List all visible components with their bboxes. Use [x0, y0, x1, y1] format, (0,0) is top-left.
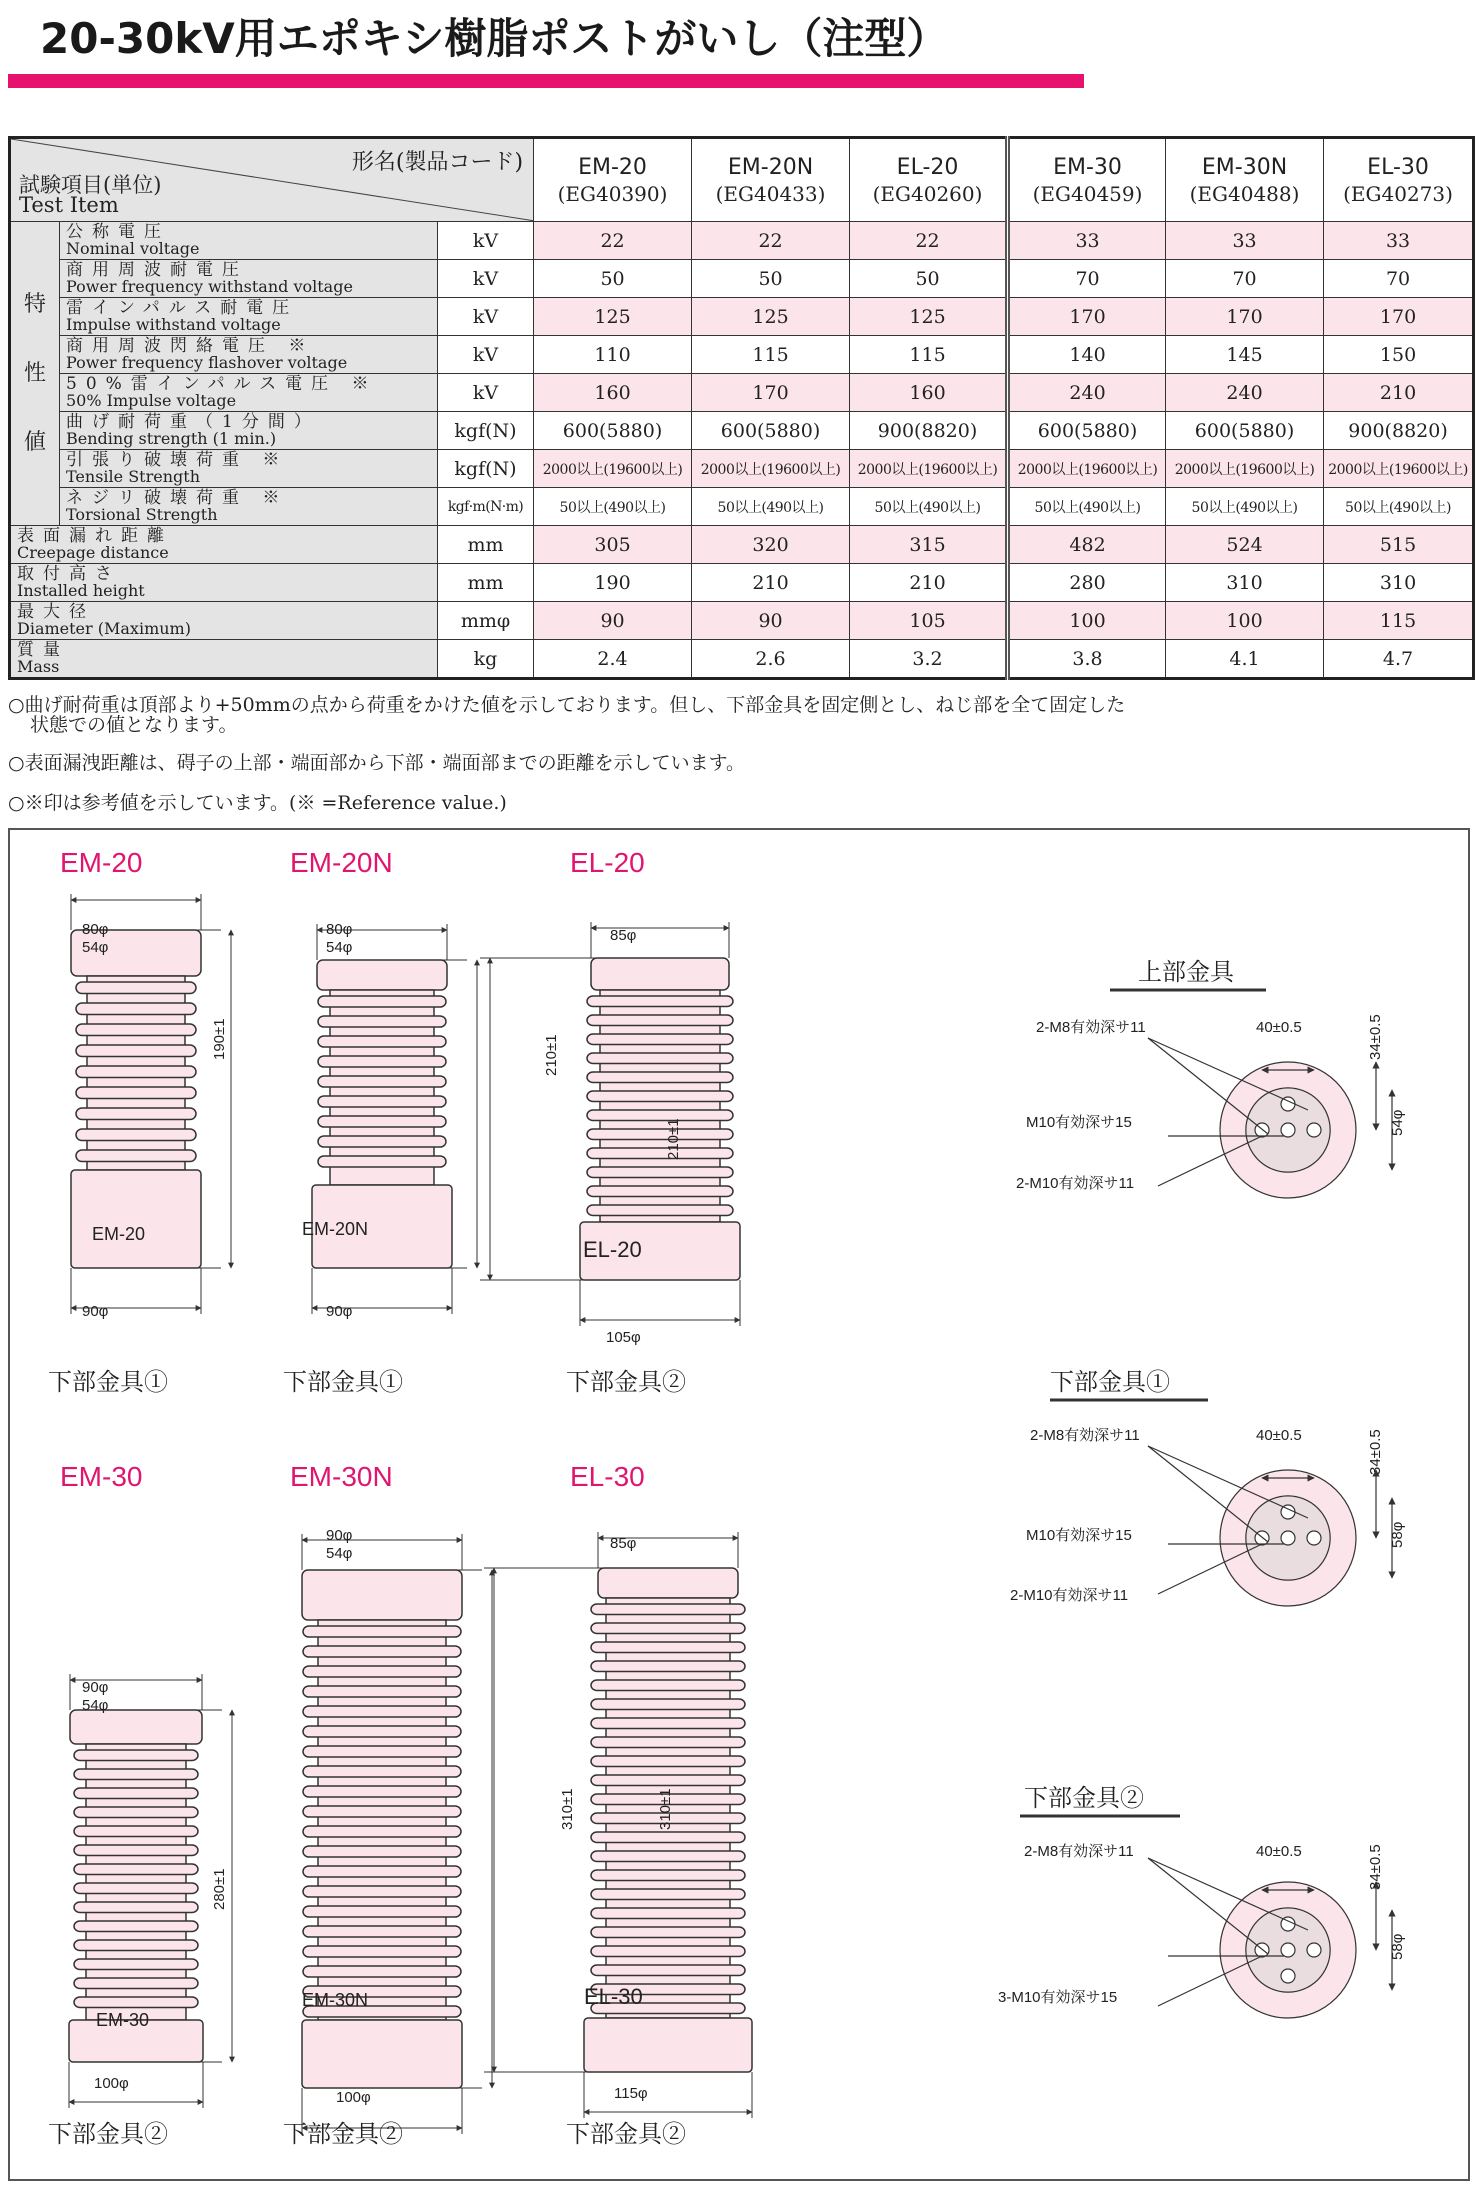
insulator-shed [591, 1604, 745, 1614]
insulator-shed [318, 1136, 446, 1147]
value-cell: 240 [1166, 374, 1324, 412]
insulator-shed [303, 1626, 461, 1637]
insulator-shed [303, 1726, 461, 1737]
insulator-shed [303, 1966, 461, 1977]
insulator-cap [70, 1710, 202, 1744]
fitting-note: 2-M8有効深サ11 [1024, 1843, 1134, 1860]
insulator-shed [74, 1959, 198, 1969]
note-bending: ○曲げ耐荷重は頂部より+50mmの点から荷重をかけた値を示しております。但し、下部金具を固定側とし、ねじ部を全て固定した [8, 694, 1126, 716]
value-cell: 600(5880) [692, 412, 850, 450]
title-accent-bar [8, 74, 1084, 88]
unit-cell: mmφ [438, 602, 534, 640]
test-item: 最大径 Diameter (Maximum) [10, 602, 438, 640]
unit-cell: mm [438, 564, 534, 602]
dim-height: 310±1 [657, 1788, 674, 1830]
insulator-shed [587, 1129, 733, 1139]
test-item: 曲げ耐荷重（1分間） Bending strength (1 min.) [60, 412, 438, 450]
fitting-offset: 34±0.5 [1367, 1429, 1384, 1475]
insulator-shed [591, 1718, 745, 1728]
drawing-frame [8, 828, 1470, 2181]
fitting-pitch: 40±0.5 [1256, 1427, 1302, 1444]
unit-cell: kV [438, 222, 534, 260]
value-cell: 482 [1008, 526, 1166, 564]
dim-label: 54φ [326, 939, 353, 956]
fitting-caption: 下部金具② [283, 2121, 403, 2148]
value-cell: 2000以上(19600以上) [1008, 450, 1166, 488]
dim-label: 90φ [326, 1527, 353, 1544]
outline-drawings [10, 830, 1468, 2179]
insulator-shed [303, 1806, 461, 1817]
insulator-shed [591, 1737, 745, 1747]
dim-height: 210±1 [665, 1118, 682, 1160]
dim-label: 90φ [82, 1303, 109, 1320]
fitting-caption: 下部金具② [48, 2121, 168, 2148]
unit-cell: kV [438, 336, 534, 374]
model-header: EM-30N (EG40488) [1166, 138, 1324, 222]
fitting-title: 下部金具① [1050, 1369, 1170, 1396]
insulator-shed [318, 1096, 446, 1107]
insulator-cap [302, 1570, 462, 1620]
body-label: EM-30N [302, 1990, 369, 2010]
insulator-cap [598, 1568, 738, 1598]
value-cell: 2000以上(19600以上) [850, 450, 1008, 488]
body-label: EM-30 [96, 2010, 150, 2030]
page-title: 20-30kV用エポキシ樹脂ポストがいし（注型） [40, 14, 949, 63]
dim-label: 85φ [610, 927, 637, 944]
model-header: EM-20N (EG40433) [692, 138, 850, 222]
fitting-note: 2-M8有効深サ11 [1030, 1427, 1140, 1444]
insulator-shed [303, 1906, 461, 1917]
insulator-cap [591, 958, 729, 990]
insulator-shed [591, 1699, 745, 1709]
insulator-shed [591, 1965, 745, 1975]
fitting-caption: 下部金具① [283, 1369, 403, 1396]
insulator-shed [74, 1883, 198, 1893]
test-item: 引張り破壊荷重 ※ Tensile Strength [60, 450, 438, 488]
insulator-shed [76, 1003, 196, 1015]
insulator-shed [303, 1786, 461, 1797]
insulator-shed [587, 1167, 733, 1177]
insulator-shed [74, 1997, 198, 2007]
dim-label: 80φ [82, 921, 109, 938]
insulator-outline [71, 930, 201, 1268]
insulator-shed [591, 1623, 745, 1633]
value-cell: 125 [534, 298, 692, 336]
insulator-shed [74, 1769, 198, 1779]
test-item: 質量 Mass [10, 640, 438, 679]
insulator-shed [303, 1766, 461, 1777]
insulator-shed [303, 1846, 461, 1857]
dim-label: 90φ [82, 1679, 109, 1696]
insulator-shed [303, 1746, 461, 1757]
insulator-shed [76, 1066, 196, 1078]
value-cell: 70 [1166, 260, 1324, 298]
body-label: EM-20N [302, 1219, 369, 1239]
value-cell: 140 [1008, 336, 1166, 374]
fitting-plan-view [1110, 990, 1392, 1198]
insulator-shed [591, 1642, 745, 1652]
value-cell: 90 [534, 602, 692, 640]
insulator-shed [591, 1870, 745, 1880]
insulator-shed [318, 1156, 446, 1167]
value-cell: 50以上(490以上) [534, 488, 692, 526]
value-cell: 170 [1324, 298, 1474, 336]
value-cell: 125 [850, 298, 1008, 336]
unit-cell: kg [438, 640, 534, 679]
value-cell: 280 [1008, 564, 1166, 602]
value-cell: 240 [1008, 374, 1166, 412]
insulator-shed [74, 1864, 198, 1874]
insulator-shed [74, 1750, 198, 1760]
insulator-shed [318, 1016, 446, 1027]
body-label: EL-20 [583, 1237, 642, 1262]
value-cell: 2000以上(19600以上) [534, 450, 692, 488]
test-item: 商用周波耐電圧 Power frequency withstand voltage [60, 260, 438, 298]
fitting-note: 2-M10有効深サ11 [1016, 1175, 1135, 1192]
value-cell: 115 [850, 336, 1008, 374]
fitting-dia: 58φ [1389, 1933, 1406, 1960]
model-header: EM-30 (EG40459) [1008, 138, 1166, 222]
insulator-shed [74, 1902, 198, 1912]
insulator-shed [591, 1775, 745, 1785]
value-cell: 900(8820) [1324, 412, 1474, 450]
test-item: 公称電圧 Nominal voltage [60, 222, 438, 260]
insulator-shed [591, 1889, 745, 1899]
insulator-shed [76, 1087, 196, 1099]
insulator-shed [303, 1706, 461, 1717]
insulator-shed [303, 1926, 461, 1937]
unit-cell: kgf(N) [438, 412, 534, 450]
fitting-dia: 54φ [1389, 1109, 1406, 1136]
fitting-note: 3-M10有効深サ15 [998, 1989, 1118, 2006]
value-cell: 33 [1166, 222, 1324, 260]
insulator-base [71, 1170, 201, 1268]
value-cell: 33 [1324, 222, 1474, 260]
group-label: 特 性 値 [10, 222, 60, 526]
value-cell: 310 [1166, 564, 1324, 602]
value-cell: 315 [850, 526, 1008, 564]
header-item-en: Test Item [19, 193, 119, 217]
model-label: EM-20N [290, 847, 393, 878]
dim-label: 90φ [326, 1303, 353, 1320]
insulator-shed [303, 1866, 461, 1877]
insulator-shed [587, 1015, 733, 1025]
dim-label: 100φ [336, 2089, 371, 2106]
insulator-shed [74, 1845, 198, 1855]
fitting-note: 2-M10有効深サ11 [1010, 1587, 1129, 1604]
insulator-shed [591, 1927, 745, 1937]
fitting-note: M10有効深サ15 [1026, 1527, 1132, 1544]
header-product: 形名(製品コード) [351, 150, 524, 175]
value-cell: 160 [850, 374, 1008, 412]
value-cell: 320 [692, 526, 850, 564]
value-cell: 110 [534, 336, 692, 374]
value-cell: 170 [692, 374, 850, 412]
value-cell: 2.6 [692, 640, 850, 679]
value-cell: 22 [534, 222, 692, 260]
unit-cell: kgf·m(N·m) [438, 488, 534, 526]
test-item: 商用周波閃絡電圧 ※ Power frequency flashover voltage [60, 336, 438, 374]
value-cell: 600(5880) [1166, 412, 1324, 450]
value-cell: 70 [1324, 260, 1474, 298]
model-label: EM-20 [60, 847, 143, 878]
value-cell: 150 [1324, 336, 1474, 374]
fitting-caption: 下部金具② [566, 1369, 686, 1396]
value-cell: 22 [850, 222, 1008, 260]
unit-cell: kgf(N) [438, 450, 534, 488]
model-label: EM-30 [60, 1461, 143, 1492]
insulator-base [302, 2020, 462, 2088]
dim-label: 54φ [326, 1545, 353, 1562]
value-cell: 310 [1324, 564, 1474, 602]
insulator-shed [587, 1053, 733, 1063]
model-label: EL-30 [570, 1461, 645, 1492]
insulator-shed [587, 1186, 733, 1196]
insulator-shed [318, 996, 446, 1007]
value-cell: 50 [850, 260, 1008, 298]
insulator-outline [302, 1570, 462, 2088]
insulator-shed [74, 1807, 198, 1817]
fitting-title: 上部金具 [1138, 959, 1234, 986]
test-item: ネジリ破壊荷重 ※ Torsional Strength [60, 488, 438, 526]
value-cell: 210 [692, 564, 850, 602]
value-cell: 170 [1008, 298, 1166, 336]
insulator-shed [587, 1072, 733, 1082]
insulator-shed [591, 1832, 745, 1842]
value-cell: 3.8 [1008, 640, 1166, 679]
note-creepage: ○表面漏洩距離は、碍子の上部・端面部から下部・端面部までの距離を示しています。 [8, 752, 746, 774]
fitting-pitch: 40±0.5 [1256, 1019, 1302, 1036]
fitting-caption: 下部金具① [48, 1369, 168, 1396]
insulator-shed [318, 1056, 446, 1067]
value-cell: 2.4 [534, 640, 692, 679]
value-cell: 105 [850, 602, 1008, 640]
table-header-corner [10, 138, 534, 222]
value-cell: 33 [1008, 222, 1166, 260]
fitting-offset: 34±0.5 [1367, 1844, 1384, 1890]
unit-cell: kV [438, 298, 534, 336]
insulator-shed [303, 1946, 461, 1957]
insulator-shed [587, 1148, 733, 1158]
insulator-shed [591, 1756, 745, 1766]
value-cell: 4.7 [1324, 640, 1474, 679]
insulator-shed [587, 1034, 733, 1044]
insulator-shed [303, 1686, 461, 1697]
value-cell: 115 [1324, 602, 1474, 640]
unit-cell: kV [438, 374, 534, 412]
model-header: EL-20 (EG40260) [850, 138, 1008, 222]
model-header: EL-30 (EG40273) [1324, 138, 1474, 222]
test-item: 取付高さ Installed height [10, 564, 438, 602]
value-cell: 115 [692, 336, 850, 374]
insulator-shed [76, 1129, 196, 1141]
insulator-shed [591, 1680, 745, 1690]
value-cell: 50以上(490以上) [1008, 488, 1166, 526]
dim-height: 210±1 [543, 1034, 560, 1076]
insulator-shed [591, 1661, 745, 1671]
insulator-shed [74, 1940, 198, 1950]
insulator-shed [587, 1091, 733, 1101]
fitting-caption: 下部金具② [566, 2121, 686, 2148]
value-cell: 190 [534, 564, 692, 602]
value-cell: 2000以上(19600以上) [1324, 450, 1474, 488]
value-cell: 210 [1324, 374, 1474, 412]
insulator-shed [591, 1908, 745, 1918]
value-cell: 145 [1166, 336, 1324, 374]
value-cell: 2000以上(19600以上) [1166, 450, 1324, 488]
fitting-title: 下部金具② [1024, 1785, 1144, 1812]
insulator-shed [76, 1024, 196, 1036]
value-cell: 3.2 [850, 640, 1008, 679]
insulator-shed [76, 1150, 196, 1162]
dim-height: 280±1 [211, 1868, 228, 1910]
insulator-shed [587, 996, 733, 1006]
value-cell: 210 [850, 564, 1008, 602]
test-item: 50%雷インパルス電圧 ※ 50% Impulse voltage [60, 374, 438, 412]
value-cell: 50以上(490以上) [1324, 488, 1474, 526]
insulator-shed [76, 1108, 196, 1120]
body-label: EL-30 [584, 1984, 643, 2009]
dim-label: 85φ [610, 1535, 637, 1552]
value-cell: 900(8820) [850, 412, 1008, 450]
value-cell: 600(5880) [534, 412, 692, 450]
note-bending-cont: 状態での値となります。 [30, 714, 238, 736]
dim-label: 105φ [606, 1329, 641, 1346]
insulator-shed [303, 1886, 461, 1897]
insulator-shed [74, 1921, 198, 1931]
value-cell: 90 [692, 602, 850, 640]
value-cell: 125 [692, 298, 850, 336]
value-cell: 2000以上(19600以上) [692, 450, 850, 488]
value-cell: 100 [1008, 602, 1166, 640]
insulator-shed [318, 1116, 446, 1127]
insulator-shed [591, 1851, 745, 1861]
value-cell: 100 [1166, 602, 1324, 640]
spec-table [8, 136, 1475, 680]
value-cell: 50以上(490以上) [1166, 488, 1324, 526]
value-cell: 50以上(490以上) [850, 488, 1008, 526]
insulator-base [584, 2018, 752, 2072]
dim-label: 100φ [94, 2075, 129, 2092]
test-item: 雷インパルス耐電圧 Impulse withstand voltage [60, 298, 438, 336]
fitting-pitch: 40±0.5 [1256, 1843, 1302, 1860]
dim-height: 310±1 [559, 1788, 576, 1830]
value-cell: 50 [534, 260, 692, 298]
insulator-outline [580, 958, 740, 1280]
fitting-dia: 58φ [1389, 1521, 1406, 1548]
fitting-note: M10有効深サ15 [1026, 1114, 1132, 1131]
value-cell: 515 [1324, 526, 1474, 564]
insulator-shed [318, 1036, 446, 1047]
value-cell: 22 [692, 222, 850, 260]
insulator-shed [591, 1946, 745, 1956]
fitting-note: 2-M8有効深サ11 [1036, 1019, 1146, 1036]
fitting-offset: 34±0.5 [1367, 1014, 1384, 1060]
unit-cell: mm [438, 526, 534, 564]
model-label: EM-30N [290, 1461, 393, 1492]
insulator-shed [76, 982, 196, 994]
insulator-shed [587, 1205, 733, 1215]
value-cell: 50 [692, 260, 850, 298]
body-label: EM-20 [92, 1224, 146, 1244]
note-reference: ○※印は参考値を示しています。(※ =Reference value.) [8, 792, 507, 814]
insulator-shed [74, 1788, 198, 1798]
model-label: EL-20 [570, 847, 645, 878]
dim-label: 80φ [326, 921, 353, 938]
header-item-jp: 試験項目(単位) [19, 173, 162, 197]
unit-cell: kV [438, 260, 534, 298]
insulator-shed [318, 1076, 446, 1087]
test-item: 表面漏れ距離 Creepage distance [10, 526, 438, 564]
value-cell: 70 [1008, 260, 1166, 298]
value-cell: 160 [534, 374, 692, 412]
insulator-shed [74, 1826, 198, 1836]
dim-label: 115φ [614, 2085, 648, 2102]
insulator-shed [587, 1110, 733, 1120]
value-cell: 4.1 [1166, 640, 1324, 679]
insulator-cap [317, 960, 447, 990]
insulator-shed [74, 1978, 198, 1988]
insulator-core [318, 1620, 446, 2020]
value-cell: 170 [1166, 298, 1324, 336]
insulator-shed [303, 1666, 461, 1677]
insulator-shed [303, 1826, 461, 1837]
dim-label: 54φ [82, 1697, 109, 1714]
value-cell: 305 [534, 526, 692, 564]
value-cell: 50以上(490以上) [692, 488, 850, 526]
dim-height: 190±1 [211, 1018, 228, 1060]
value-cell: 600(5880) [1008, 412, 1166, 450]
dim-label: 54φ [82, 939, 109, 956]
value-cell: 524 [1166, 526, 1324, 564]
insulator-shed [76, 1045, 196, 1057]
model-header: EM-20 (EG40390) [534, 138, 692, 222]
insulator-shed [303, 1646, 461, 1657]
